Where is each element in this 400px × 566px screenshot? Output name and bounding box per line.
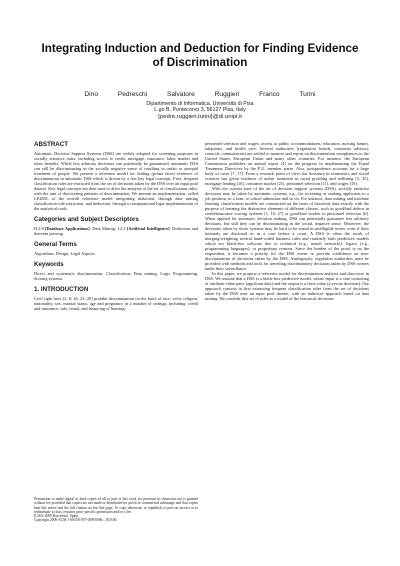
general-terms-heading: General Terms bbox=[34, 241, 77, 249]
affiliation-department: Dipartimento di Informatica, Università di Pisa bbox=[146, 101, 254, 107]
introduction-text: Civil right laws [2, 8, 26, 23, 20] prohibit discrimination on the basis of race, color, religion, nationality, sex, marital status, age and pregnancy in a number of settings, including: credit and insurance; sale, rental, and financing of housing; bbox=[34, 296, 198, 312]
right-column bbox=[205, 141, 369, 302]
paper-title: Integrating Induction and Deduction for Finding Evidence of Discrimination bbox=[41, 42, 359, 69]
author-name: Franco Turini bbox=[259, 91, 316, 98]
introduction-heading: 1. INTRODUCTION bbox=[34, 286, 89, 294]
author-name: Dino Pedreschi bbox=[84, 91, 148, 98]
body-paragraph: With the current state of the art of decision support systems (DSS), socially sensitive decisions may be taken by automatic systems, e.g., for screening or ranking applicants to a job position, to a loan, to school admission and so on. For instance, data mining and machine learning classification models are constructed on the basis of historical data exactly with the purpose of learning the distinctive elements of different classes, such as good/bad debtor in credit/insurance scoring systems [1, 10, 27] or good/bad worker in personnel selection [6]. When applied for automatic decision making, DSS can potentially guarantee less arbitrary decisions, but still they can be discriminating in the social, negative sense. Moreover, the decisions taken by those systems may be hard to be stated in intelligible terms, even if their internals are disclosed as in a case before a court. A DSS is often the result of merging/weighting several hand-coded business rules and routinely built predictive models which are black-box software due to technical (e.g., neural networks), legacy (e.g., programming languages), or proprietary reasons. Since the burden of the proof is on the respondent, it becomes a priority for the DSS owner to provide confidence on non-discrimination of decisions taken by the DSS. Analogously, regulation authorities must be provided with methods and tools for unveiling discriminatory decisions taken by DSS owners under their surveillance. bbox=[205, 186, 369, 272]
affiliation-address: L.go B. Pontecorvo 3, 56127 Pisa, Italy bbox=[154, 107, 246, 114]
abstract-heading: ABSTRACT bbox=[34, 141, 69, 148]
permission-text: Permission to make digital or hard copies of all or part of this work for personal or classroom use is granted without fee provided that copies are not made or distributed for profit or commercial advantage and that copies bear this notice and the full citation on the first page. To copy otherwise, to republish, to post on servers or to redistribute to lists, requires prior specific permission and/or a fee. bbox=[34, 497, 198, 514]
copyright-text: Copyright 2009 ACM 1-60558-597-0/09/0006 ...$10.00. bbox=[34, 518, 118, 523]
affiliation-block bbox=[40, 101, 360, 120]
body-paragraph: personnel selection and wages; access to public accommodations, education, nursing homes, adoptions, and health care. Several authorities (regulation boards, consumer advisory councils, commissions) are settled to monitor and report on discrimination compliances in the United States, European Union and many other countries. For instance, the European Commission publishes an annual report [4] on the progress in implementing the Equal Treatment Directives by the E.U. member states. Also, jurisprudence accounts for a large body of cases [7, 17]. From a research point of view, the literature in economics and social sciences has given evidence of unfair treatment in racial profiling and redlining [5, 25], mortgage lending [16], consumer market [21], personnel selection [11], and wages [19]. bbox=[205, 141, 369, 187]
venue-text: ICAIL 2009 Barcelona, Spain bbox=[34, 514, 79, 518]
author-name: Salvatore Ruggieri bbox=[166, 91, 240, 98]
categories-text: H.2.8 [Database Applications]: Data Mining; I.2.3 [Artificial Intelligence]: Deduction and theorem proving bbox=[34, 226, 198, 237]
categories-heading: Categories and Subject Descriptors bbox=[34, 216, 139, 224]
general-terms-text: Algorithms, Design, Legal Aspects bbox=[34, 251, 95, 257]
copyright-footnote bbox=[34, 497, 198, 523]
keywords-text: Direct and systematic discrimination, Classification, Data mining, Logic Programming, Scoring systems bbox=[34, 271, 198, 282]
keywords-heading: Keywords bbox=[34, 261, 64, 269]
author-list bbox=[40, 91, 360, 98]
left-column bbox=[34, 141, 198, 311]
body-paragraph: In this paper, we propose a reference model for discrimination analysis and discovery in DSS. We assume that a DSS is a black-box predictive model, whose input is a case consisting of attribute-value pairs (applicant data) and the output is a class value (a yes/no decision). Our approach consists in first extracting frequent classification rules from the set of decisions taken by the DSS over an input pool dataset, with an inductive approach based on data mining. We consider this set of rules as a model of the historical decisions bbox=[205, 271, 369, 302]
author-email: {pedre,ruggieri,turini}@di.unipi.it bbox=[158, 113, 242, 120]
abstract-text: Automatic Decision Support Systems (DSS) are widely adopted for screening purposes in socially sensitive tasks, including access to credit, mortgage, insurance, labor market and other benefits. While less arbitrary decisions can potentially be guaranteed, automatic DSS can still be discriminating in the socially negative sense of resulting in unfair or unequal treatment of people. We present a reference model for finding (prima facie) evidence of discrimination in automatic DSS which is driven by a few key legal concepts. First, frequent classification rules are extracted from the set of decisions taken by the DSS over an input pool dataset. Key legal concepts are then used to drive the analysis of the set of classification rules, with the aim of discovering patterns of discrimination. We present an implementation, called LP2DD, of the overall reference model integrating induction, through data mining classification rule extraction, and deduction, through a computational logic implementation of the analytical tools. bbox=[34, 151, 198, 212]
